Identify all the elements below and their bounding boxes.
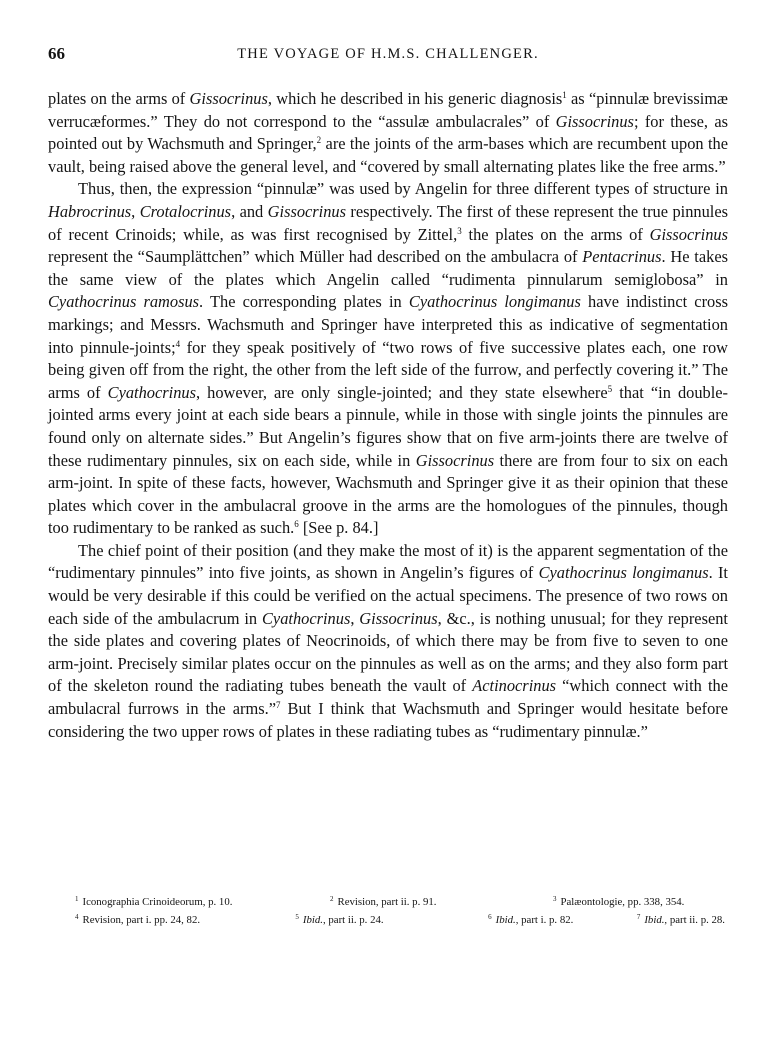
footnote-text: Ibid., part ii. p. 24. [302, 914, 384, 926]
text-run: “which connect with the ambulacral furrows in the arms.” [48, 676, 728, 719]
italic-text: Pentacrinus [582, 247, 662, 267]
footnote-reference: 7 [275, 700, 281, 711]
footnote-6 [488, 914, 637, 926]
text-run: have indistinct cross markings; and Messrs. Wachsmuth and Springer have interpreted this as indicative of segmentation into pinnule-joints; [48, 292, 728, 357]
italic-text: Cyathocrinus longimanus [538, 563, 709, 583]
footnote-marker: 3 [553, 895, 557, 903]
footnote-text: Palæontologie, pp. 338, 354. [560, 896, 685, 908]
italic-text: Cyathocrinus [107, 382, 196, 402]
footnote-7 [637, 914, 725, 926]
footnote-marker: 4 [75, 913, 79, 921]
text-run: Thus, then, the expression “pinnulæ” was used by Angelin for three different types of structure in [78, 179, 728, 199]
italic-text: Gissocrinus [359, 608, 438, 628]
text-run: , [350, 608, 360, 628]
page-number: 66 [48, 44, 65, 63]
italic-text: Gissocrinus [189, 89, 268, 108]
paragraph [48, 540, 728, 743]
footnote-text: Revision, part ii. p. 91. [337, 896, 437, 908]
text-run: , however, are only single-jointed; and they state elsewhere [195, 382, 608, 402]
text-run: the plates on the arms of [461, 224, 650, 244]
footnote-5 [295, 914, 488, 926]
text-run: [See p. 84.] [298, 518, 379, 538]
italic-text: Cyathocrinus ramosus [48, 292, 200, 312]
italic-text: Habrocrinus [48, 201, 132, 221]
footnote-marker: 1 [75, 895, 79, 903]
footnote-reference: 5 [607, 383, 613, 394]
italic-text: Gissocrinus [649, 224, 728, 244]
text-run: as “pinnulæ brevissimæ verrucæformes.” They do not correspond to the “assulæ ambulacrales” of [48, 89, 728, 131]
text-run: are the joints of the arm-bases which are recumbent upon the vault, being raised above the general level, and “covered by small alternating plates like the free arms.” [48, 134, 728, 176]
italic-text: Gissocrinus [415, 450, 495, 470]
footnote-reference: 2 [316, 135, 322, 146]
footnote-4 [75, 914, 295, 926]
footnote-reference: 3 [457, 225, 462, 236]
body-text [48, 88, 728, 743]
text-run: respectively. The first of these represent the true pinnules of recent Crinoids; while, as was first recognised by Zittel, [48, 201, 728, 244]
footnote-text: Ibid., part ii. p. 28. [644, 914, 725, 926]
text-run: , which he described in his generic diagnosis [267, 89, 563, 108]
page-header [48, 44, 728, 66]
italic-text: Crotalocrinus [139, 201, 232, 221]
text-run: . It would be very desirable if this could be verified on the actual specimens. The presence of two rows on each side of the ambulacrum in [48, 563, 728, 628]
paragraph [48, 178, 728, 540]
footnote-1 [75, 896, 330, 908]
footnotes [75, 896, 725, 932]
footnote-reference: 6 [294, 519, 299, 530]
footnote-text: Ibid., part i. p. 82. [495, 914, 574, 926]
italic-text: Cyathocrinus longimanus [408, 292, 581, 312]
text-run: there are from four to six on each arm-joint. In spite of these facts, however, Wachsmuth and Springer give it as their opinion that these plates which cover in the ambulacral groove in the arms are the homologues of the pinnules, though too rudimentary to be ranked as such. [48, 450, 728, 538]
footnote-2 [330, 896, 553, 908]
text-run: , &c., is nothing unusual; for they represent the side plates and covering plates of Neocrinoids, of which there may be from five to seven to one arm-joint. Precisely similar plates occur on the pinnules as well as on the arms; and they also form part of the skeleton round the radiating tubes beneath the vault of [48, 608, 728, 696]
text-run: . He takes the same view of the plates which Angelin called “rudimenta pinnularum semiglobosa” in [48, 247, 728, 289]
footnote-marker: 2 [330, 895, 334, 903]
footnote-marker: 5 [295, 913, 299, 921]
text-run: . The corresponding plates in [199, 292, 409, 312]
italic-text: Actinocrinus [472, 676, 557, 696]
footnote-3 [553, 896, 725, 908]
footnote-row [75, 896, 725, 914]
italic-text: Cyathocrinus [262, 608, 351, 628]
footnote-text: Revision, part i. pp. 24, 82. [82, 914, 201, 926]
text-run: plates on the arms of [48, 89, 190, 108]
text-run: , [131, 201, 140, 221]
footnote-reference: 4 [175, 338, 181, 349]
text-run: represent the “Saumplättchen” which Müller had described on the ambulacra of [48, 247, 583, 267]
text-run: ; for these, as pointed out by Wachsmuth and Springer, [48, 111, 729, 154]
text-run: But I think that Wachsmuth and Springer would hesitate before considering the two upper rows of plates in these radiating tubes as “rudimentary pinnulæ.” [48, 699, 728, 741]
footnote-text: Iconographia Crinoideorum, p. 10. [82, 896, 233, 908]
text-run: , and [231, 201, 268, 221]
text-run: The chief point of their position (and they make the most of it) is the apparent segmentation of the “rudimentary pinnules” into five joints, as shown in Angelin’s figures of [48, 540, 728, 583]
footnote-reference: 1 [562, 90, 567, 100]
text-run: for they speak positively of “two rows of five successive plates each, one row being given off from the right, the other from the left side of the furrow, and perfectly covering it.” The arms of [48, 337, 729, 402]
footnote-marker: 7 [636, 913, 641, 921]
paragraph [48, 88, 728, 178]
running-title: THE VOYAGE OF H.M.S. CHALLENGER. [237, 46, 539, 62]
italic-text: Gissocrinus [267, 201, 346, 221]
footnote-row [75, 914, 725, 932]
italic-text: Gissocrinus [555, 111, 634, 131]
footnote-marker: 6 [488, 913, 492, 921]
text-run: that “in double-jointed arms every joint at each side bears a pinnule, while in those with single joints the pinnules are found only on alternate sides.” But Angelin’s figures show that on five arm-joints there are twelve of these rudimentary pinnules, six on each side, while in [48, 382, 729, 470]
